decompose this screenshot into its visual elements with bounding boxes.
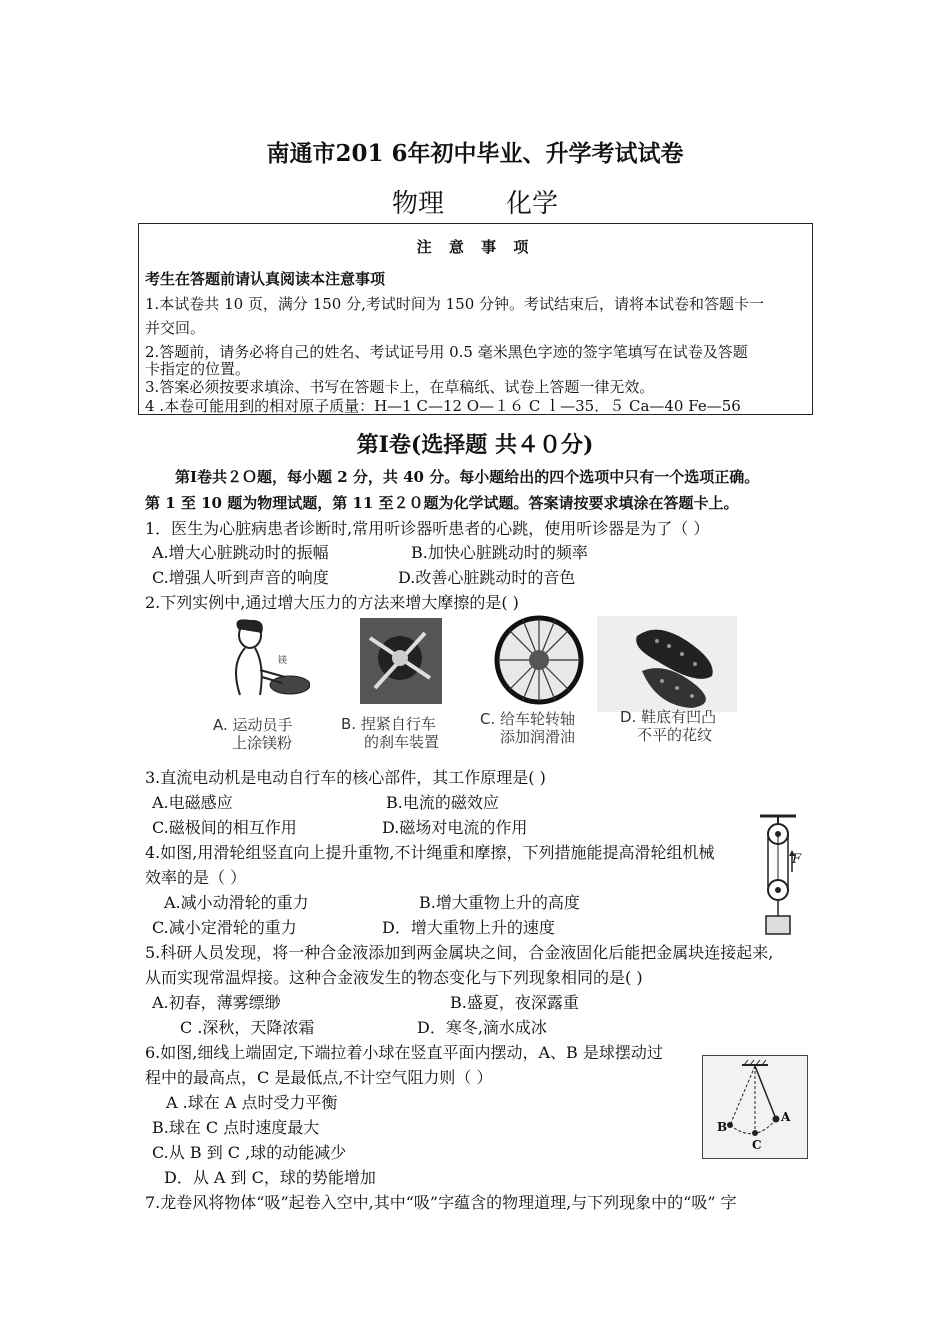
q2-caption-b-cont: 的刹车装置 xyxy=(364,733,440,751)
q2-caption-b: B. 捏紧自行车 xyxy=(341,715,436,733)
notice-item-1: 1.本试卷共 10 页，满分 150 分,考试时间为 150 分钟。考试结束后，请将本试卷和答题卡一 xyxy=(145,295,765,313)
q2-caption-d-cont: 不平的花纹 xyxy=(637,726,713,744)
q3-stem: 3.直流电动机是电动自行车的核心部件，其工作原理是( ) xyxy=(145,768,546,787)
q5-option-a: A.初春，薄雾缥缈 xyxy=(152,993,281,1012)
q3-option-b: B.电流的磁效应 xyxy=(386,793,499,812)
q5-stem-cont: 从而实现常温焊接。这种合金液发生的物态变化与下列现象相同的是( ) xyxy=(145,968,643,987)
q6-option-b: B.球在 C 点时速度最大 xyxy=(152,1118,320,1137)
q6-stem: 6.如图,细线上端固定,下端拉着小球在竖直平面内摆动，A、B 是球摆动过 xyxy=(145,1043,663,1062)
bike-brake-figure xyxy=(360,618,442,704)
q4-stem-cont: 效率的是（ ） xyxy=(145,868,247,887)
notice-item-3: 3.答案必须按要求填涂、书写在答题卡上，在草稿纸、试卷上答题一律无效。 xyxy=(145,378,655,396)
q2-caption-a: A. 运动员手 xyxy=(213,716,293,734)
q1-stem: 1．医生为心脏病患者诊断时,常用听诊器听患者的心跳，使用听诊器是为了（ ） xyxy=(145,519,710,538)
q3-option-a: A.电磁感应 xyxy=(152,793,233,812)
notice-item-2-cont: 卡指定的位置。 xyxy=(145,360,251,378)
q4-stem: 4.如图,用滑轮组竖直向上提升重物,不计绳重和摩擦，下列措施能提高滑轮组机械 xyxy=(145,843,715,862)
notice-intro: 考生在答题前请认真阅读本注意事项 xyxy=(145,270,386,288)
q6-stem-cont: 程中的最高点，C 是最低点,不计空气阻力则（ ） xyxy=(145,1068,493,1087)
q1-option-a: A.增大心脏跳动时的振幅 xyxy=(152,543,329,562)
section-title: 第Ⅰ卷(选择题 共４０分) xyxy=(356,432,594,458)
subject-line xyxy=(0,183,950,220)
q6-option-a: A .球在 A 点时受力平衡 xyxy=(166,1093,338,1112)
q2-stem: 2.下列实例中,通过增大压力的方法来增大摩擦的是( ) xyxy=(145,593,519,612)
q5-option-d: D．寒冬,滴水成冰 xyxy=(417,1018,547,1037)
q6-option-d: D．从 A 到 C，球的势能增加 xyxy=(164,1168,376,1187)
pulley-force-label: F xyxy=(792,852,802,867)
subject-physics: 物理 xyxy=(391,189,444,219)
notice-item-1-cont: 并交回。 xyxy=(145,319,206,337)
q2-caption-d: D. 鞋底有凹凸 xyxy=(620,708,717,726)
section-instructions-cont: 第 1 至 10 题为物理试题，第 11 至２０题为化学试题。答案请按要求填涂在答题卡上。 xyxy=(145,494,739,512)
q2-caption-c-cont: 添加润滑油 xyxy=(500,728,576,746)
q6-option-c: C.从 B 到 C ,球的动能减少 xyxy=(152,1143,347,1162)
q1-option-c: C.增强人听到声音的响度 xyxy=(152,568,329,587)
q5-option-c: C .深秋，天降浓霜 xyxy=(180,1018,315,1037)
section-instructions: 第Ⅰ卷共２Ｏ题，每小题 2 分，共 40 分。每小题给出的四个选项中只有一个选项正确。 xyxy=(175,468,760,486)
q1-option-d: D.改善心脏跳动时的音色 xyxy=(398,568,576,587)
notice-heading: 注 意 事 项 xyxy=(416,238,535,256)
athlete-chalk-figure xyxy=(210,615,310,707)
q5-stem: 5.科研人员发现，将一种合金液添加到两金属块之间，合金液固化后能把金属块连接起来, xyxy=(145,943,774,962)
pulley-system-figure xyxy=(756,812,808,938)
q4-option-a: A.减小动滑轮的重力 xyxy=(164,893,309,912)
q4-option-d: D．增大重物上升的速度 xyxy=(382,918,555,937)
svg-text:镁: 镁 xyxy=(278,656,288,666)
q7-stem: 7.龙卷风将物体“吸”起卷入空中,其中“吸”字蕴含的物理道理,与下列现象中的“吸” 字 xyxy=(145,1193,737,1212)
pendulum-label-b: B xyxy=(717,1120,728,1134)
q3-option-d: D.磁场对电流的作用 xyxy=(382,818,528,837)
q2-caption-a-cont: 上涂镁粉 xyxy=(232,734,293,752)
q3-option-c: C.磁极间的相互作用 xyxy=(152,818,297,837)
q4-option-c: C.减小定滑轮的重力 xyxy=(152,918,297,937)
notice-item-2: 2.答题前，请务必将自己的姓名、考试证号用 0.5 毫米黑色字迹的签字笔填写在试卷及答题 xyxy=(145,343,748,361)
exam-title: 南通市201 6年初中毕业、升学考试试卷 xyxy=(266,140,684,167)
pendulum-label-a: A xyxy=(781,1110,791,1124)
shoe-sole-figure xyxy=(597,616,737,712)
pendulum-label-c: C xyxy=(752,1138,762,1152)
subject-chemistry: 化学 xyxy=(506,189,559,219)
q5-option-b: B.盛夏，夜深露重 xyxy=(450,993,579,1012)
q4-option-b: B.增大重物上升的高度 xyxy=(419,893,580,912)
notice-item-4: 4 .本卷可能用到的相对原子质量：H—1 C—12 O—１６ C ｌ—35．５ Ca—40 Fe—56 xyxy=(145,397,741,415)
q2-caption-c: C. 给车轮转轴 xyxy=(480,710,576,728)
wheel-axle-figure xyxy=(493,614,589,710)
q1-option-b: B.加快心脏跳动时的频率 xyxy=(411,543,588,562)
